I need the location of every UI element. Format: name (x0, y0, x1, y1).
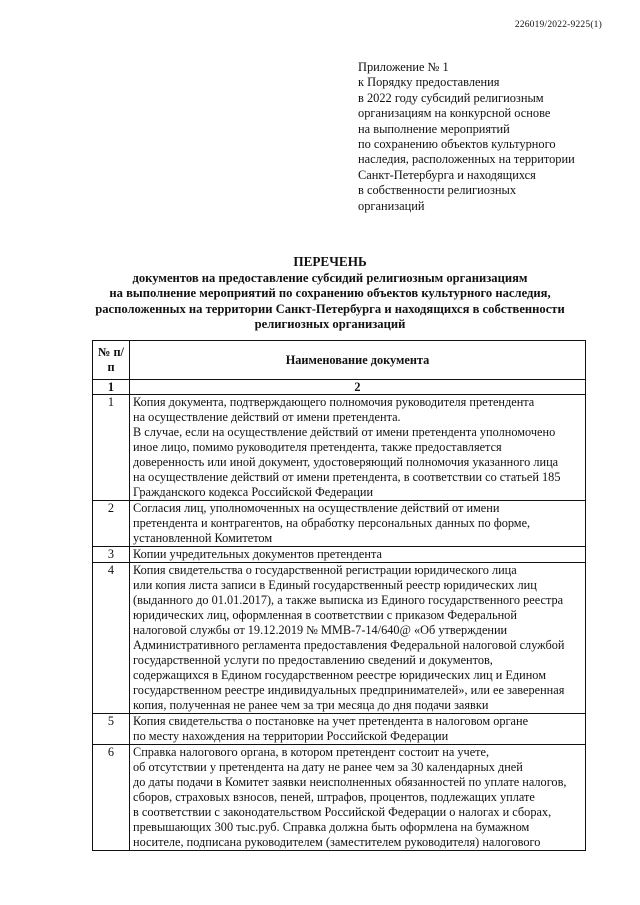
row-text-line: иное лицо, помимо руководителя претендента, также предоставляется (133, 440, 502, 454)
row-text-line: копия, полученная не ранее чем за три месяца до дня подачи заявки (133, 698, 489, 712)
appendix-line: к Порядку предоставления (358, 75, 500, 90)
table-row (93, 501, 586, 547)
row-text-line: Копии учредительных документов претендента (133, 547, 382, 561)
appendix-line: организаций (358, 198, 425, 213)
document-title-block (70, 254, 590, 333)
row-text-line: на осуществление действий от имени претендента. (133, 410, 401, 424)
appendix-line: Приложение № 1 (358, 60, 449, 74)
row-text-line: содержащихся в Едином государственном реестре юридических лиц и Едином (133, 668, 546, 682)
row-text-cell (130, 547, 586, 563)
title-line: на выполнение мероприятий по сохранению объектов культурного наследия, (109, 286, 551, 300)
row-text-line: (выданного до 01.01.2017), а также выписка из Единого государственного реестра (133, 593, 564, 607)
row-text-line: в соответствии с законодательством Российской Федерации о налогах и сборах, (133, 805, 552, 819)
column-number-cell: 2 (130, 380, 586, 395)
appendix-line: наследия, расположенных на территории (358, 152, 575, 167)
row-text-line: превышающих 300 тыс.руб. Справка должна быть оформлена на бумажном (133, 820, 530, 834)
row-text-line: Копия свидетельства о постановке на учет претендента в налоговом органе (133, 714, 529, 728)
row-text-line: Справка налогового органа, в котором претендент состоит на учете, (133, 745, 490, 759)
row-text-line: Гражданского кодекса Российской Федерации (133, 485, 374, 499)
row-text-line: государственном реестре индивидуальных предпринимателей», или ее заверенная (133, 683, 565, 697)
row-text-line: сборов, страховых взносов, пеней, штрафов, процентов, подлежащих уплате (133, 790, 535, 804)
row-text-line: государственной услуги по предоставлению сведений и документов, (133, 653, 493, 667)
row-text-line: установленной Комитетом (133, 531, 273, 545)
column-numbers-row (93, 380, 586, 395)
appendix-line: Санкт-Петербурга и находящихся (358, 167, 536, 182)
row-text-cell (130, 395, 586, 501)
document-registration-number: 226019/2022-9225(1) (514, 20, 602, 30)
appendix-line: по сохранению объектов культурного (358, 137, 556, 152)
row-text-line: на осуществление действий от имени претендента, в соответствии со статьей 185 (133, 470, 561, 484)
row-text-line: налоговой службы от 19.12.2019 № ММВ-7-14/640@ «Об утверждении (133, 623, 508, 637)
row-text-line: претендента и контрагентов, на обработку персональных данных по форме, (133, 516, 531, 530)
row-text-line: носителе, подписана руководителем (заместителем руководителя) налогового (133, 835, 541, 849)
row-text-line: до даты подачи в Комитет заявки неисполненных обязанностей по уплате налогов, (133, 775, 567, 789)
table-row (93, 547, 586, 563)
title-line: документов на предоставление субсидий религиозным организациям (132, 270, 528, 285)
row-text-cell (130, 501, 586, 547)
row-text-line: юридических лиц, оформленная в соответствии с приказом Федеральной (133, 608, 517, 622)
row-text-line: по месту нахождения на территории Российской Федерации (133, 729, 449, 743)
row-number-cell: 3 (93, 547, 130, 563)
title-line: религиозных организаций (254, 317, 406, 331)
row-text-line: Копия документа, подтверждающего полномочия руководителя претендента (133, 395, 535, 409)
row-text-line: Копия свидетельства о государственной регистрации юридического лица (133, 563, 517, 577)
row-number-cell: 1 (93, 395, 130, 501)
title-line: расположенных на территории Санкт-Петербурга и находящихся в собственности (95, 301, 565, 316)
header-name-cell: Наименование документа (130, 341, 586, 380)
row-text-cell (130, 714, 586, 745)
row-text-line: или копия листа записи в Единый государственный реестр юридических лиц (133, 578, 537, 592)
header-number-cell: № п/п (93, 341, 130, 380)
row-number-cell: 4 (93, 563, 130, 714)
table-row (93, 714, 586, 745)
appendix-line: организациям на конкурсной основе (358, 106, 551, 121)
appendix-reference-block (358, 60, 598, 214)
table-header-row (93, 341, 586, 380)
table-row (93, 563, 586, 714)
row-text-cell (130, 745, 586, 851)
row-text-line: доверенность или иной документ, удостоверяющий полномочия указанного лица (133, 455, 559, 469)
row-text-line: об отсутствии у претендента на дату не ранее чем за 30 календарных дней (133, 760, 523, 774)
appendix-line: в собственности религиозных (358, 183, 517, 198)
document-heading: ПЕРЕЧЕНЬ (293, 254, 367, 269)
documents-table (92, 340, 586, 851)
column-number-cell: 1 (93, 380, 130, 395)
row-text-line: Административного регламента предоставления Федеральной налоговой службой (133, 638, 565, 652)
table-row (93, 745, 586, 851)
row-number-cell: 2 (93, 501, 130, 547)
appendix-line: на выполнение мероприятий (358, 121, 510, 136)
appendix-line: в 2022 году субсидий религиозным (358, 90, 544, 105)
row-text-line: Согласия лиц, уполномоченных на осуществление действий от имени (133, 501, 500, 515)
row-text-line: В случае, если на осуществление действий от имени претендента уполномочено (133, 425, 556, 439)
row-number-cell: 5 (93, 714, 130, 745)
row-number-cell: 6 (93, 745, 130, 851)
row-text-cell (130, 563, 586, 714)
table-row (93, 395, 586, 501)
